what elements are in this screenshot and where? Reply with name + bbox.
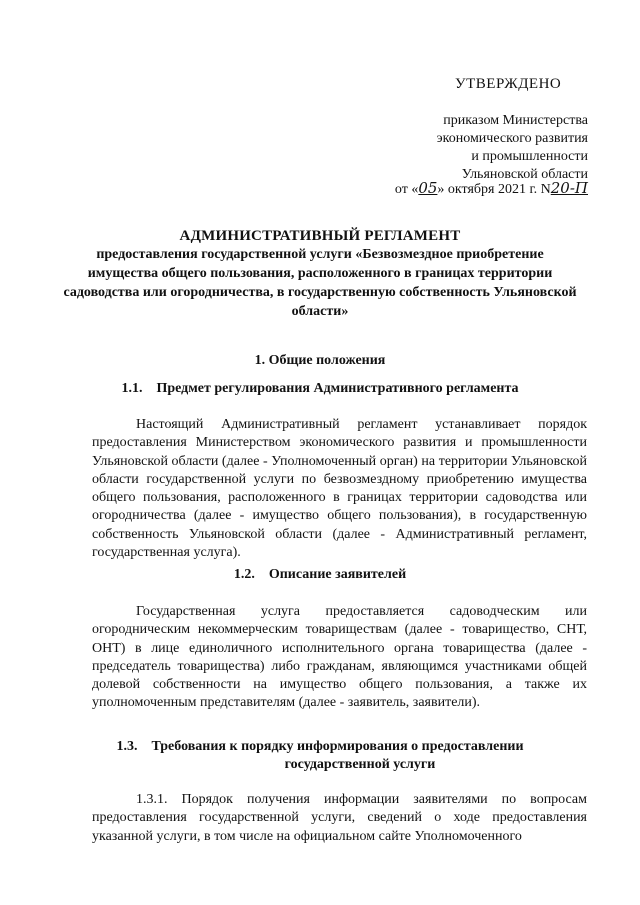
approval-line: приказом Министерства	[443, 113, 588, 128]
document-subtitle: предоставления государственной услуги «Безвозмездное приобретение имущества общего пользования, расположенного в границах территории садоводства или огородничества, в государственную собственность Ульяновской области»	[63, 247, 577, 319]
approval-line: экономического развития	[436, 131, 588, 146]
approval-line: и промышленности	[471, 149, 588, 164]
subsection-title: Требования к порядку информирования о предоставлении	[151, 739, 524, 754]
subsection-heading-1-3	[0, 739, 640, 755]
approval-title: УТВЕРЖДЕНО	[455, 76, 562, 92]
subsection-number: 1.2.	[233, 567, 255, 582]
approval-line: Ульяновской области	[461, 167, 588, 182]
subsection-heading-1-2	[0, 567, 640, 583]
subsection-number: 1.3.	[116, 739, 138, 754]
subsection-heading-1-1	[0, 381, 640, 397]
approval-block	[437, 112, 588, 184]
paragraph-1-1: Настоящий Административный регламент устанавливает порядок предоставления Министерством экономического развития и промышленности Ульяновской области (далее - Уполномоченный орган) на территории Ульяновской области государственной услуги по безвозмездному приобретению имущества общего пользования, расположенного в границах территории садоводства или огородничества (далее - имущество общего пользования), в государственную собственность Ульяновской области (далее - Административный регламент, государственная услуга).	[92, 417, 587, 561]
document-title: АДМИНИСТРАТИВНЫЙ РЕГЛАМЕНТ	[179, 228, 461, 244]
paragraph-1-2: Государственная услуга предоставляется садоводческим или огородническим некоммерческим товариществам (далее - товарищество, СНТ, ОНТ) в лице единоличного исполнительного органа товарищества (далее - председатель товарищества) либо гражданам, являющимся участниками общей долевой собственности на имущество общего пользования, а также их уполномоченным представителям (далее - заявитель, заявители).	[92, 604, 587, 711]
subsection-title-continued: государственной услуги	[284, 757, 436, 772]
date-middle: » октября 2021 г. N	[437, 182, 551, 197]
handwritten-day: 05	[418, 179, 438, 197]
subsection-title: Предмет регулирования Административного регламента	[156, 381, 519, 396]
section-heading: 1. Общие положения	[254, 353, 386, 368]
subsection-number: 1.1.	[121, 381, 143, 396]
date-prefix: от «	[394, 182, 419, 197]
subsection-title: Описание заявителей	[268, 567, 407, 582]
handwritten-number: 20-П	[550, 179, 588, 197]
approval-date	[395, 179, 588, 198]
paragraph-1-3-1: 1.3.1. Порядок получения информации заявителями по вопросам предоставления государственной услуги, сведений о ходе предоставления указанной услуги, в том числе на официальном сайте Уполномоченного	[92, 792, 587, 844]
